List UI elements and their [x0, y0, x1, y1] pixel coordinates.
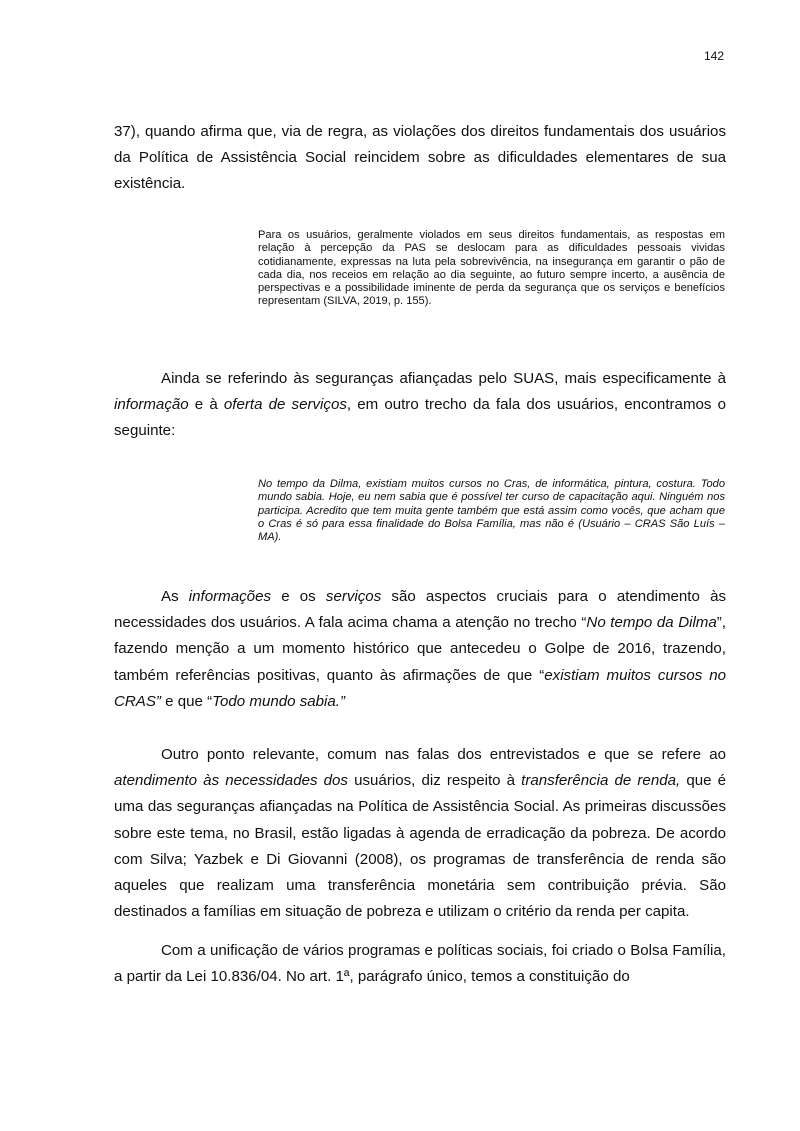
- paragraph-text: e à: [188, 396, 224, 414]
- emphasis-text: Todo mundo sabia.”: [212, 692, 346, 710]
- paragraph-text: que é uma das seguranças afiançadas na Política de Assistência Social. As primeiras discussões sobre este tema, no Brasil, estão ligadas à agenda de erradicação da pobreza. De acordo com Silva; Yazbek e Di Giovanni (2008), os programas de transferência de renda são aqueles que realizam uma transferência monetária sem contribuição prévia. São destinados a famílias em situação de pobreza e utilizam o critério da renda per capita.: [114, 772, 727, 921]
- emphasis-text: serviços: [325, 588, 382, 605]
- body-paragraph: [114, 742, 726, 925]
- interview-quote: No tempo da Dilma, existiam muitos cursos no Cras, de informática, pintura, costura. Todo mundo sabia. Hoje, eu nem sabia que é possível ter curso de capacitação aqui. Ninguém nos participa. Acredito que tem muita gente também que está assim como vocês, que acham que o Cras é só para essa finalidade do Bolsa Família, mas não é (Usuário – CRAS São Luís – MA).: [258, 478, 725, 544]
- body-paragraph: [114, 366, 726, 445]
- emphasis-text: atendimento às necessidades dos: [114, 772, 348, 790]
- emphasis-text: informação: [114, 396, 189, 414]
- emphasis-text: No tempo da Dilma: [586, 614, 717, 632]
- paragraph-text: ”, fazendo menção a um momento histórico que antecedeu o Golpe de 2016, trazendo, também referências positivas, quanto às afirmações de que “: [114, 614, 726, 684]
- page-number: 142: [703, 49, 724, 63]
- emphasis-text: existiam muitos cursos no CRAS”: [114, 666, 727, 710]
- paragraph-text: e que “: [160, 692, 213, 710]
- body-paragraph: Com a unificação de vários programas e políticas sociais, foi criado o Bolsa Família, a partir da Lei 10.836/04. No art. 1ª, parágrafo único, temos a constituição do: [114, 942, 726, 986]
- block-quote: Para os usuários, geralmente violados em seus direitos fundamentais, as respostas em relação à percepção da PAS se deslocam para as dificuldades pessoais vividas cotidianamente, expressas na luta pela sobrevivência, na insegurança em garantir o pão de cada dia, nos receios em relação ao dia seguinte, ao futuro sempre incerto, a ausência de perspectivas e a possibilidade iminente de perda da segurança que os serviços e benefícios representam (SILVA, 2019, p. 155).: [258, 229, 725, 308]
- paragraph-text: e os: [271, 588, 326, 605]
- paragraph-text: Outro ponto relevante, comum nas falas dos entrevistados e que se refere ao: [161, 746, 726, 763]
- emphasis-text: transferência de renda,: [521, 772, 681, 790]
- paragraph-text: As: [161, 588, 189, 605]
- body-paragraph: [114, 584, 726, 715]
- emphasis-text: oferta de serviços: [223, 396, 347, 414]
- paragraph-text: usuários, diz respeito à: [347, 772, 522, 790]
- paragraph-text: Ainda se referindo às seguranças afiançadas pelo SUAS, mais especificamente à: [161, 370, 726, 387]
- body-paragraph: 37), quando afirma que, via de regra, as violações dos direitos fundamentais dos usuários da Política de Assistência Social reincidem sobre as dificuldades elementares de sua existência.: [114, 123, 726, 193]
- emphasis-text: informações: [188, 588, 272, 605]
- paragraph-text: , em outro trecho da fala dos usuários, encontramos o seguinte:: [114, 396, 726, 440]
- paragraph-text: são aspectos cruciais para o atendimento às necessidades dos usuários. A fala acima chama a atenção no trecho “: [114, 588, 727, 632]
